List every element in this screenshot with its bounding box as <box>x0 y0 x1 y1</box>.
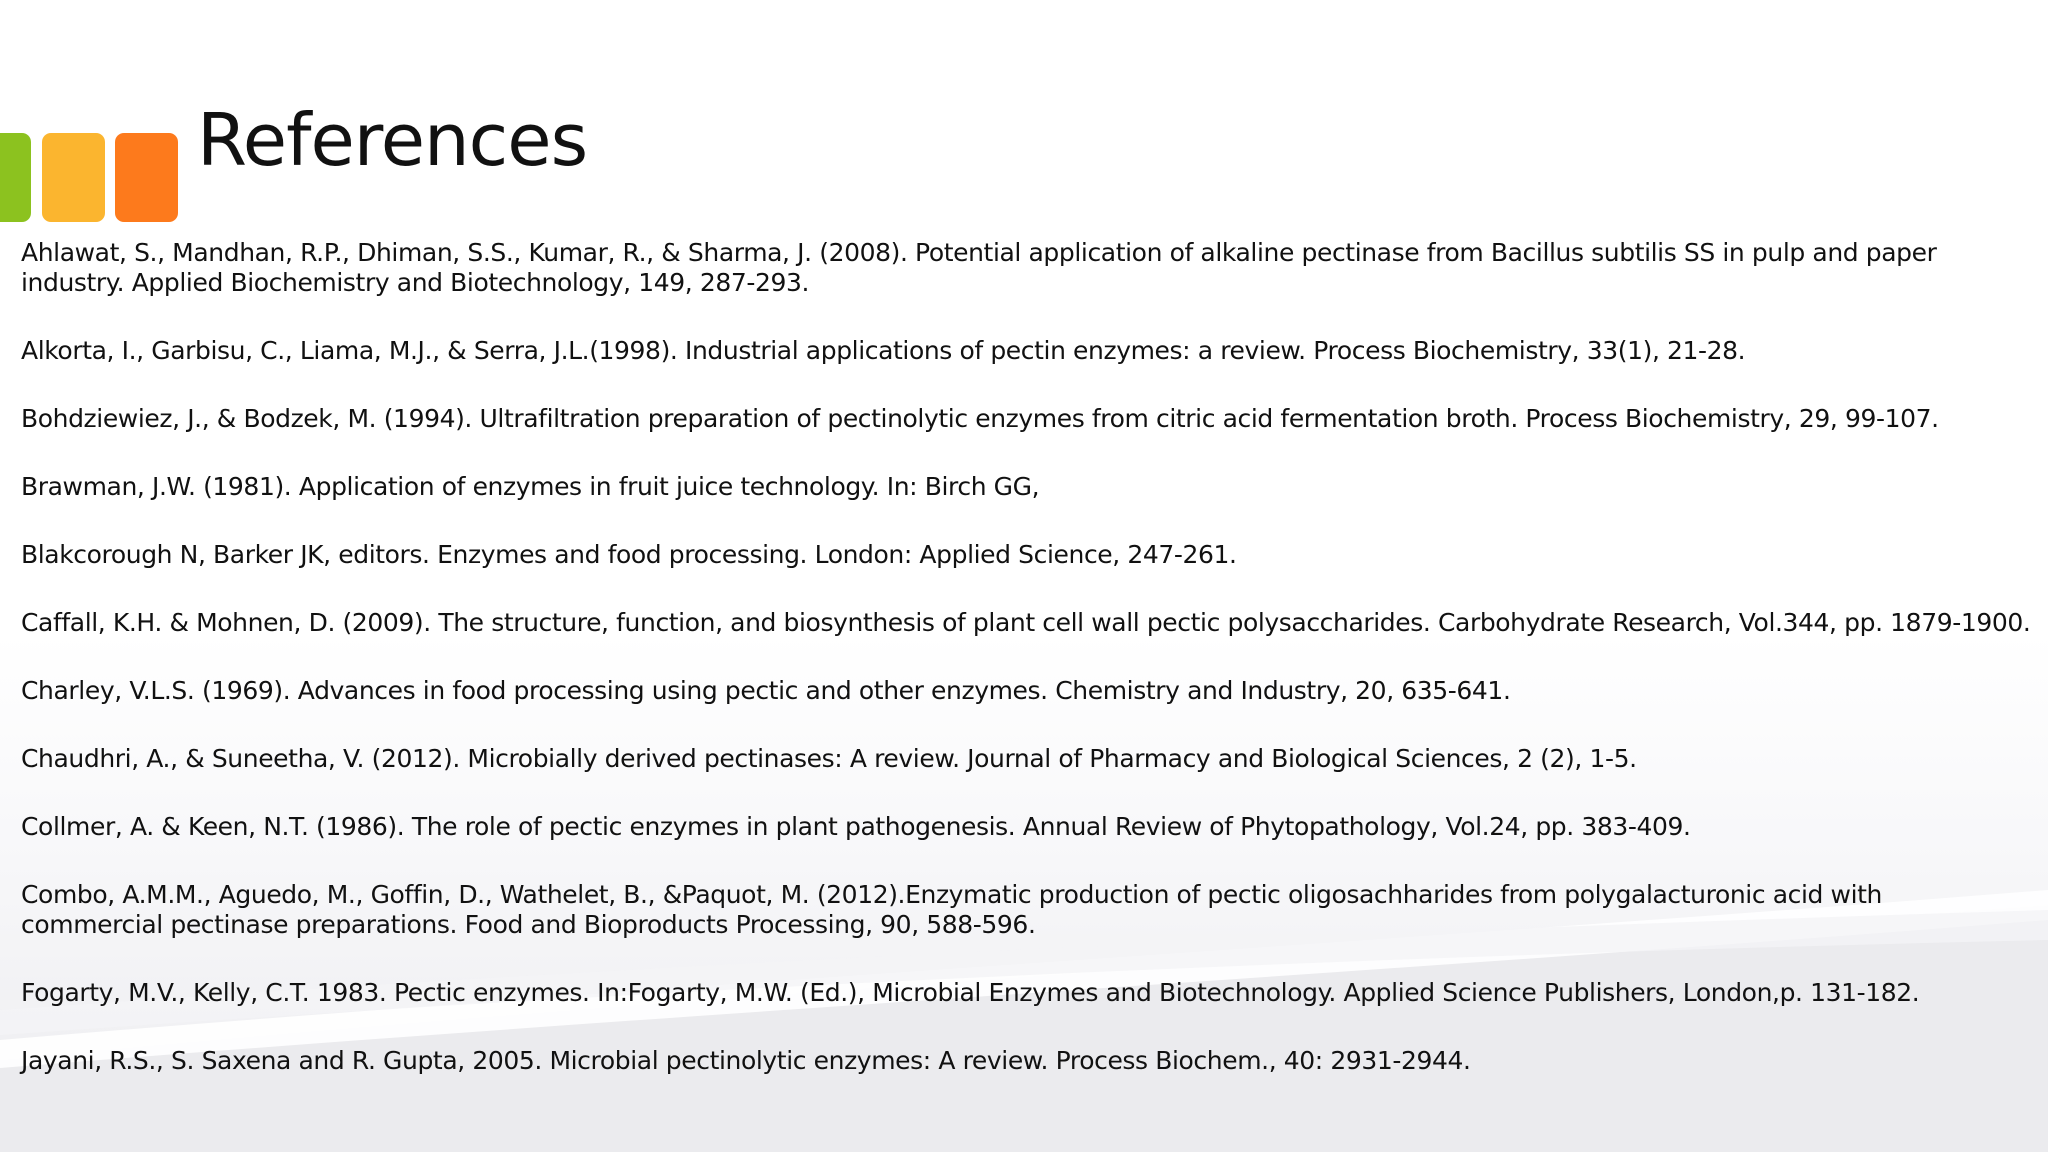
reference-item: Collmer, A. & Keen, N.T. (1986). The role of pectic enzymes in plant pathogenesis. Annual Review of Phytopathology, Vol.24, pp. 383-409. <box>21 812 1691 841</box>
reference-item: Bohdziewiez, J., & Bodzek, M. (1994). Ultrafiltration preparation of pectinolytic enzymes from citric acid fermentation broth. Process Biochemistry, 29, 99-107. <box>21 404 1939 433</box>
slide-title: References <box>197 98 588 182</box>
reference-item: Brawman, J.W. (1981). Application of enzymes in fruit juice technology. In: Birch GG, <box>21 472 1040 501</box>
reference-item: Fogarty, M.V., Kelly, C.T. 1983. Pectic enzymes. In:Fogarty, M.W. (Ed.), Microbial Enzymes and Biotechnology. Applied Science Publishers, London,p. 131-182. <box>21 978 1920 1007</box>
reference-item: Charley, V.L.S. (1969). Advances in food processing using pectic and other enzymes. Chemistry and Industry, 20, 635-641. <box>21 676 1511 705</box>
reference-item: Combo, A.M.M., Aguedo, M., Goffin, D., Wathelet, B., &Paquot, M. (2012).Enzymatic production of pectic oligosachharides from polygalacturonic acid with commercial pectinase preparations. Food and Bioproducts Processing, 90, 588-596. <box>21 880 1882 939</box>
reference-item: Jayani, R.S., S. Saxena and R. Gupta, 2005. Microbial pectinolytic enzymes: A review. Process Biochem., 40: 2931-2944. <box>21 1046 1471 1075</box>
accent-squares <box>0 133 180 223</box>
yellow-square <box>42 133 105 222</box>
orange-square <box>115 133 178 222</box>
green-square <box>0 133 31 222</box>
reference-item: Caffall, K.H. & Mohnen, D. (2009). The structure, function, and biosynthesis of plant cell wall pectic polysaccharides. Carbohydrate Research, Vol.344, pp. 1879-1900. <box>21 608 2031 637</box>
reference-item: Ahlawat, S., Mandhan, R.P., Dhiman, S.S., Kumar, R., & Sharma, J. (2008). Potential application of alkaline pectinase from Bacillus subtilis SS in pulp and paper industry. Applied Biochemistry and Biotechnology, 149, 287-293. <box>21 238 1937 297</box>
reference-item: Chaudhri, A., & Suneetha, V. (2012). Microbially derived pectinases: A review. Journal of Pharmacy and Biological Sciences, 2 (2), 1-5. <box>21 744 1637 773</box>
reference-item: Blakcorough N, Barker JK, editors. Enzymes and food processing. London: Applied Science, 247-261. <box>21 540 1237 569</box>
reference-item: Alkorta, I., Garbisu, C., Liama, M.J., & Serra, J.L.(1998). Industrial applications of pectin enzymes: a review. Process Biochemistry, 33(1), 21-28. <box>21 336 1746 365</box>
reference-list <box>21 238 2031 1114</box>
